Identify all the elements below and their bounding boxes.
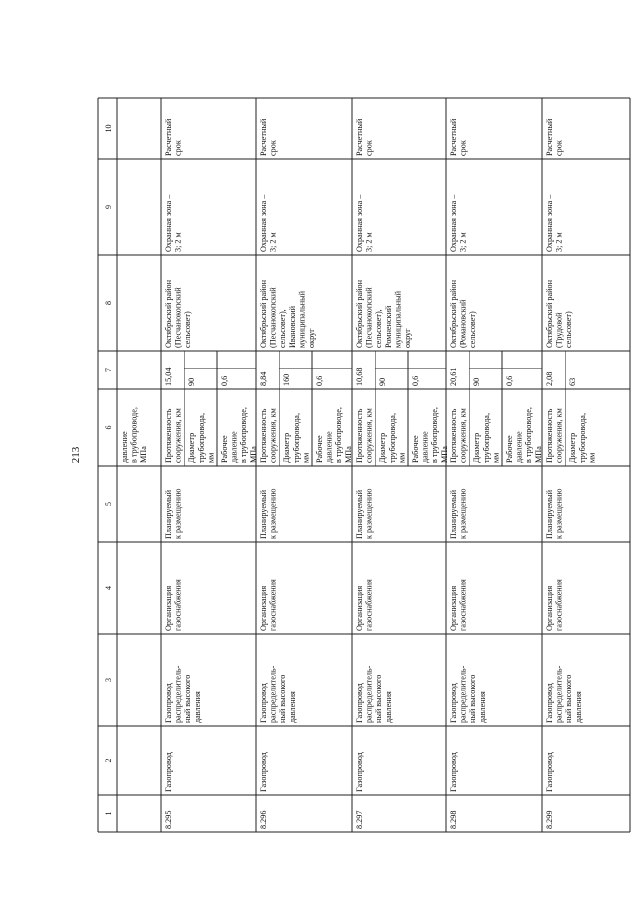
diameter-label: трубопровода, (196, 413, 206, 463)
object-location: сельсовет), (374, 309, 384, 348)
object-purpose: давления (477, 691, 487, 723)
object-purpose: давления (287, 691, 297, 723)
object-status: к размещению (554, 488, 564, 539)
object-status: Планируемый (545, 489, 554, 539)
column-number-2: 2 (104, 758, 113, 763)
object-function: Организация (164, 585, 173, 631)
length-value: 2,08 (545, 371, 554, 386)
length-value: 20,61 (449, 367, 458, 386)
pressure-label: давление (514, 431, 524, 463)
diameter-label: Диаметр (472, 432, 482, 463)
protection-zone: 3; 2 м (173, 232, 183, 252)
object-status: Планируемый (259, 489, 268, 539)
object-status: к размещению (364, 488, 374, 539)
pressure-label: МПа (343, 446, 353, 463)
pressure-value: 0,6 (505, 375, 514, 386)
object-status: к размещению (173, 488, 183, 539)
row-number-8.297: 8.297 (355, 810, 364, 829)
pressure-label: МПа (439, 446, 449, 463)
diameter-label: мм (301, 452, 311, 463)
protection-zone: Охранная зона – (164, 194, 173, 252)
diameter-value: 90 (378, 377, 388, 386)
protection-zone: Охранная зона – (259, 194, 268, 252)
diameter-label: мм (587, 452, 597, 463)
object-function: газоснабжения (364, 579, 374, 631)
continuation-characteristic: в трубопроводе, (129, 407, 139, 463)
diameter-label: трубопровода, (291, 413, 301, 463)
length-value: 10,68 (355, 367, 364, 386)
object-purpose: ный высокого (374, 674, 384, 723)
diameter-value: 63 (568, 377, 578, 386)
pressure-label: в трубопроводе, (334, 407, 344, 463)
object-purpose: Газопровод (545, 683, 554, 723)
pressure-label: Рабочее (505, 435, 514, 463)
diameter-label: Диаметр (187, 432, 197, 463)
diameter-label: мм (491, 452, 501, 463)
row-number-8.299: 8.299 (545, 810, 554, 829)
implementation-term: Расчетный (164, 118, 173, 156)
object-location: Октябрьский район (449, 279, 458, 348)
row-number-8.296: 8.296 (259, 810, 268, 829)
diameter-label: мм (397, 452, 407, 463)
protection-zone: 3; 2 м (268, 232, 278, 252)
object-status: к размещению (268, 488, 278, 539)
object-purpose: распределитель- (554, 665, 564, 723)
object-status: Планируемый (164, 489, 173, 539)
protection-zone: 3; 2 м (364, 232, 374, 252)
implementation-term: Расчетный (545, 118, 554, 156)
object-name: Газопровод (355, 752, 364, 792)
column-number-8: 8 (104, 301, 113, 305)
diameter-label: Диаметр (378, 432, 388, 463)
object-purpose: распределитель- (364, 665, 374, 723)
diameter-label: трубопровода, (481, 413, 491, 463)
row-number-8.298: 8.298 (449, 810, 458, 829)
length-label: сооружения, км (364, 408, 374, 463)
pressure-value: 0,6 (220, 375, 229, 386)
implementation-term: срок (554, 140, 564, 156)
diameter-label: трубопровода, (577, 413, 587, 463)
object-function: Организация (259, 585, 268, 631)
object-function: газоснабжения (458, 579, 468, 631)
object-name: Газопровод (164, 752, 173, 792)
column-number-4: 4 (104, 586, 113, 590)
page-number: 213 (70, 446, 82, 464)
diameter-value: 90 (472, 377, 482, 386)
object-location: сельсовет) (564, 311, 574, 348)
pressure-label: Рабочее (220, 435, 229, 463)
pressure-label: в трубопроводе, (430, 407, 440, 463)
object-purpose: Газопровод (259, 683, 268, 723)
object-location: (Песчанокопский (364, 287, 374, 348)
column-number-6: 6 (104, 425, 113, 430)
object-purpose: ный высокого (468, 674, 478, 723)
length-value: 15,04 (164, 367, 173, 386)
protection-zone: 3; 2 м (458, 232, 468, 252)
object-purpose: давления (192, 691, 202, 723)
implementation-term: Расчетный (259, 118, 268, 156)
object-name: Газопровод (449, 752, 458, 792)
object-purpose: давления (573, 691, 583, 723)
implementation-term: срок (364, 140, 374, 156)
object-function: Организация (449, 585, 458, 631)
diameter-label: Диаметр (282, 432, 292, 463)
object-location: Октябрьский район (164, 279, 173, 348)
pressure-label: Рабочее (315, 435, 324, 463)
object-location: Октябрьский район (259, 279, 268, 348)
object-purpose: Газопровод (449, 683, 458, 723)
continuation-characteristic: МПа (139, 446, 149, 463)
object-location: Ивановский (287, 306, 297, 348)
length-label: Протяженность (449, 408, 458, 463)
object-location: Ромненский (383, 305, 393, 348)
diameter-label: трубопровода, (387, 413, 397, 463)
object-function: газоснабжения (173, 579, 183, 631)
object-location: (Трудовой (554, 312, 564, 348)
object-function: Организация (545, 585, 554, 631)
row-number-8.295: 8.295 (164, 810, 173, 829)
object-purpose: ный высокого (564, 674, 574, 723)
column-number-5: 5 (104, 502, 113, 506)
protection-zone: Охранная зона – (449, 194, 458, 252)
object-function: Организация (355, 585, 364, 631)
implementation-term: срок (173, 140, 183, 156)
length-label: Протяженность (545, 408, 554, 463)
object-function: газоснабжения (554, 579, 564, 631)
object-purpose: ный высокого (183, 674, 193, 723)
pressure-label: Рабочее (411, 435, 420, 463)
object-name: Газопровод (259, 752, 268, 792)
pressure-label: МПа (533, 446, 543, 463)
object-location: округ (403, 328, 412, 348)
length-label: сооружения, км (458, 408, 468, 463)
protection-zone: Охранная зона – (355, 194, 364, 252)
diameter-label: мм (206, 452, 216, 463)
object-purpose: Газопровод (164, 683, 173, 723)
implementation-term: Расчетный (355, 118, 364, 156)
object-location: округ (307, 328, 316, 348)
length-label: Протяженность (259, 408, 268, 463)
object-purpose: распределитель- (173, 665, 183, 723)
object-location: муниципальный (393, 291, 403, 348)
object-purpose: распределитель- (268, 665, 278, 723)
pressure-label: давление (324, 431, 334, 463)
object-function: газоснабжения (268, 579, 278, 631)
column-number-3: 3 (104, 678, 113, 682)
pressure-label: МПа (248, 446, 258, 463)
pressure-label: в трубопроводе, (239, 407, 249, 463)
object-status: к размещению (458, 488, 468, 539)
object-purpose: давления (383, 691, 393, 723)
pressure-label: давление (420, 431, 430, 463)
column-number-1: 1 (104, 811, 113, 816)
object-location: Октябрьский район (545, 279, 554, 348)
object-name: Газопровод (545, 752, 554, 792)
implementation-term: срок (458, 140, 468, 156)
length-label: Протяженность (355, 408, 364, 463)
diameter-value: 160 (282, 373, 292, 386)
diameter-label: Диаметр (568, 432, 578, 463)
object-location: муниципальный (297, 291, 307, 348)
pressure-label: давление (229, 431, 239, 463)
pressure-value: 0,6 (315, 375, 324, 386)
implementation-term: Расчетный (449, 118, 458, 156)
protection-zone: 3; 2 м (554, 232, 564, 252)
object-status: Планируемый (355, 489, 364, 539)
object-location: Октябрьский район (355, 279, 364, 348)
object-purpose: распределитель- (458, 665, 468, 723)
protection-zone: Охранная зона – (545, 194, 554, 252)
implementation-term: срок (268, 140, 278, 156)
length-value: 8,84 (259, 371, 268, 386)
pressure-label: в трубопроводе, (524, 407, 534, 463)
continuation-characteristic: давление (120, 431, 129, 463)
column-number-10: 10 (104, 124, 113, 133)
object-purpose: Газопровод (355, 683, 364, 723)
column-number-9: 9 (104, 205, 113, 209)
object-location: сельсовет) (183, 311, 193, 348)
column-number-7: 7 (104, 368, 113, 372)
object-location: сельсовет), (278, 309, 288, 348)
object-purpose: ный высокого (278, 674, 288, 723)
object-location: (Романовский (458, 299, 468, 348)
length-label: сооружения, км (268, 408, 278, 463)
object-location: (Песчанокопский (268, 287, 278, 348)
object-location: сельсовет) (468, 311, 478, 348)
object-status: Планируемый (449, 489, 458, 539)
length-label: сооружения, км (554, 408, 564, 463)
pressure-value: 0,6 (411, 375, 420, 386)
object-location: (Песчанокопский (173, 287, 183, 348)
length-label: сооружения, км (173, 408, 183, 463)
length-label: Протяженность (164, 408, 173, 463)
diameter-value: 90 (187, 377, 197, 386)
